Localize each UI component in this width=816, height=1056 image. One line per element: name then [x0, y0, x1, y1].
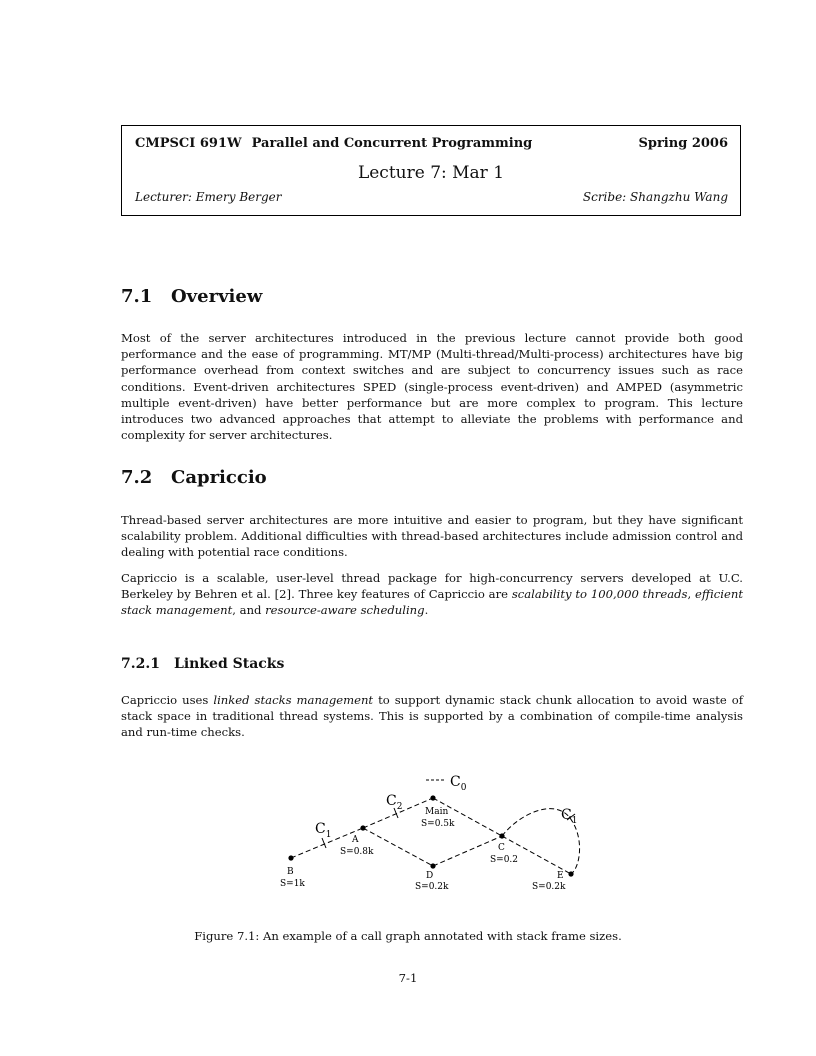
text-run: , and: [232, 603, 266, 618]
subsection-linked-stacks-title: [121, 656, 284, 672]
legend-c0-label: $C_0$: [450, 774, 467, 793]
subsection-number: 7.2.1: [121, 656, 160, 672]
course-code: CMPSCI 691W: [135, 136, 242, 151]
node-main-label: Main: [425, 807, 449, 817]
node-d-label: D: [426, 871, 434, 881]
section-capriccio-title: [121, 467, 267, 488]
section-heading: Overview: [171, 286, 263, 307]
section-number: 7.2: [121, 467, 153, 488]
section-heading: Capriccio: [171, 467, 267, 488]
node-d: [430, 863, 435, 868]
course-line: [135, 136, 532, 151]
term: Spring 2006: [638, 136, 728, 151]
emphasis: resource-aware scheduling: [265, 603, 425, 618]
lecture-title: Lecture 7: Mar 1: [357, 163, 505, 183]
capriccio-paragraph-1: Thread-based server architectures are more intuitive and easier to program, but they have significant scalability problem. Additional difficulties with thread-based architectures include admission control and dealing with potential race conditions.: [121, 513, 743, 560]
node-b-size: S=1k: [280, 879, 305, 889]
scribe: Scribe: Shangzhu Wang: [582, 190, 728, 204]
node-a-label: A: [352, 835, 359, 845]
course-title: Parallel and Concurrent Programming: [251, 136, 533, 151]
figure-caption: Figure 7.1: An example of a call graph annotated with stack frame sizes.: [194, 929, 622, 943]
node-c-label: C: [498, 843, 505, 853]
edge-label-c2: $C_2$: [386, 793, 403, 812]
node-main: [430, 795, 435, 800]
node-e: [568, 871, 573, 876]
edge-a-d: [363, 828, 433, 866]
emphasis: scalability to 100,000 threads: [511, 587, 688, 602]
text-run: .: [424, 603, 429, 618]
node-b: [288, 855, 293, 860]
node-c: [499, 833, 504, 838]
emphasis: efficient stack management: [121, 587, 743, 618]
lecturer: Lecturer: Emery Berger: [135, 190, 282, 204]
call-graph-figure: [270, 768, 610, 898]
node-c-size: S=0.2: [490, 855, 519, 865]
section-number: 7.1: [121, 286, 153, 307]
section-overview-title: [121, 286, 262, 307]
text-run: Capriccio is a scalable, user-level thread package for high-concurrency servers developed at U.C. Berkeley by Behren et al. [2]. Three key features of Capriccio are: [121, 571, 743, 602]
text-run: to support dynamic stack chunk allocation to avoid waste of stack space in traditional thread systems. This is supported by a combination of compile-time analysis and run-time checks.: [121, 693, 743, 740]
node-e-label: E: [557, 871, 564, 881]
capriccio-paragraph-2: [121, 570, 743, 619]
text-run: Capriccio uses: [121, 693, 214, 707]
overview-paragraph: Most of the server architectures introduced in the previous lecture cannot provide both good performance and the ease of programming. MT/MP (Multi-thread/Multi-process) architectures have big performance overhead from context switches and are subject to concurrency issues such as race conditions. Event-driven architectures SPED (single-process event-driven) and AMPED (asymmetric multiple event-driven) have better performance but are more complex to program. This lecture introduces two advanced approaches that attempt to alleviate the problems with performance and complexity for server architectures.: [121, 331, 743, 443]
page-number: 7-1: [398, 971, 418, 985]
node-a-size: S=0.8k: [340, 847, 374, 857]
node-e-size: S=0.2k: [532, 882, 566, 892]
linked-stacks-paragraph: [121, 692, 743, 741]
node-a: [360, 825, 365, 830]
text-run: ,: [687, 587, 696, 602]
emphasis: linked stacks management: [213, 693, 374, 707]
subsection-heading: Linked Stacks: [174, 656, 285, 672]
edge-main-c: [433, 798, 502, 836]
node-labels: [280, 807, 566, 892]
edge-label-c1: $C_1$: [315, 821, 332, 840]
node-d-size: S=0.2k: [415, 882, 449, 892]
node-main-size: S=0.5k: [421, 819, 455, 829]
node-b-label: B: [287, 867, 294, 877]
edge-label-c3: $C_1$: [561, 807, 578, 826]
lecture-header: [121, 125, 741, 216]
